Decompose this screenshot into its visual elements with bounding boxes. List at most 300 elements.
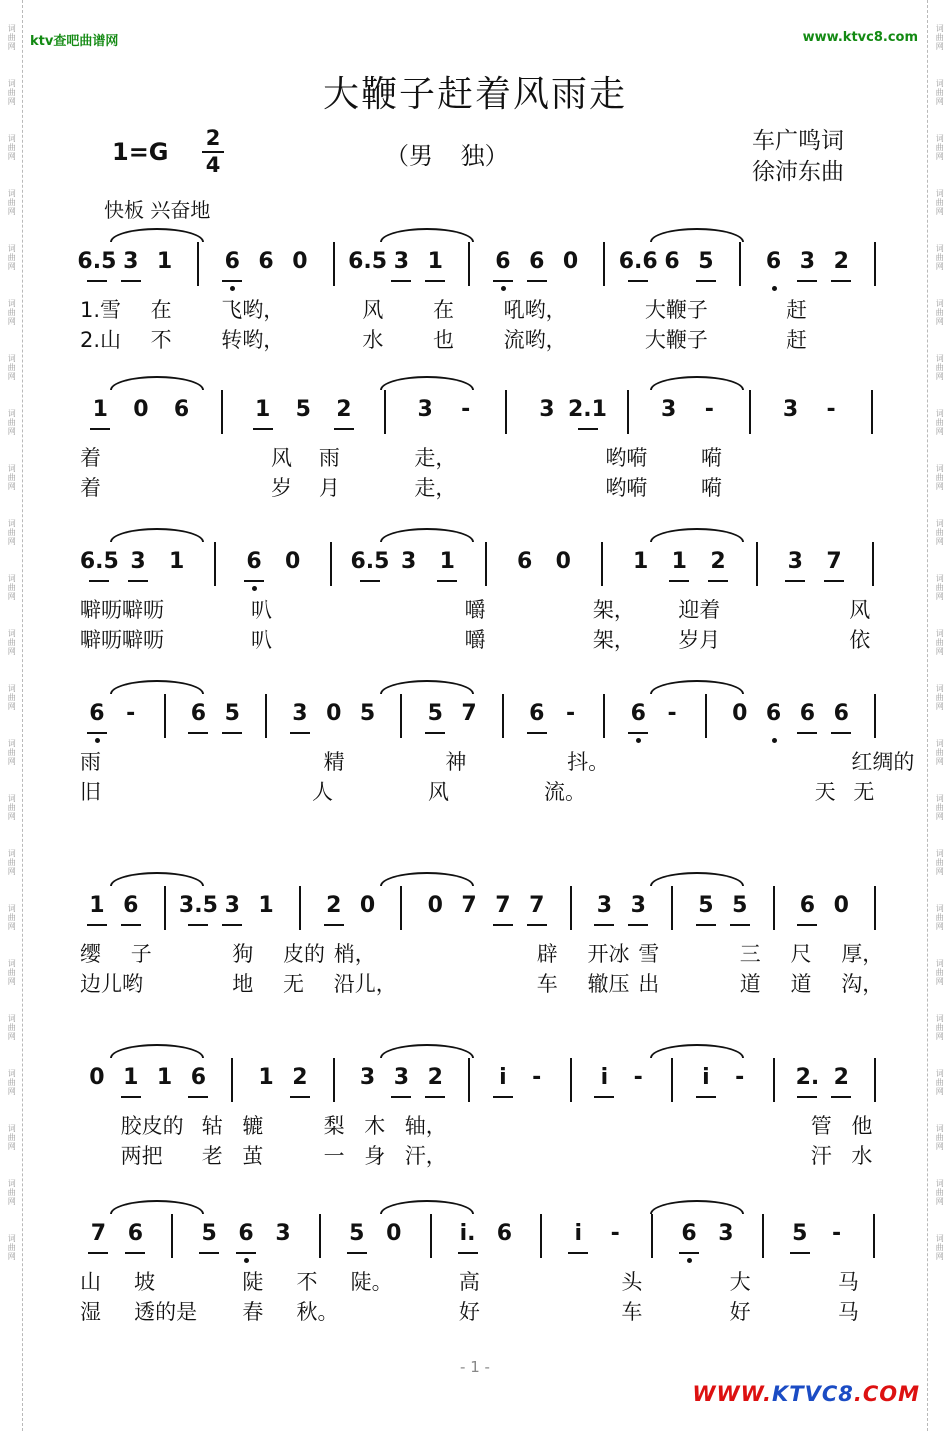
note: 3 [292,701,308,726]
beam-underline [568,1252,588,1254]
bar-line [627,390,629,434]
beam-underline [360,580,380,582]
page-number: - 1 - [460,1358,490,1376]
beam-underline [458,1252,478,1254]
note: i. [459,1221,476,1246]
slur [110,1200,204,1214]
bar-line [651,1214,653,1258]
lyric-word: 两把 [120,1144,163,1168]
note: 3 [393,249,410,274]
note: 3 [782,397,799,422]
watermark-text: 词曲网 [935,1069,945,1096]
note: 6 [664,249,680,274]
note: 1 [89,893,105,918]
lyric-word: 狗 [232,942,254,966]
lyric-word: 边儿哟 [80,972,143,996]
footer-url-suffix: .COM [853,1382,920,1406]
lyric-row-2 [80,1140,892,1170]
note: 2.1 [568,397,607,422]
beam-underline [730,924,750,926]
note: 1 [156,1065,173,1090]
hold-dash: - [461,397,471,422]
note: i [702,1065,710,1090]
time-signature-top: 2 [205,126,221,150]
lyric-word: 迎着 [678,598,721,622]
lyric-word: 坡 [134,1270,156,1294]
lyric-word: 缨 [80,942,101,966]
bar-line [333,242,335,286]
note: 3 [661,397,677,422]
site-url-label: www.ktvc8.com [802,30,918,45]
beam-underline [87,732,107,734]
note: 3 [787,549,803,574]
lyric-word: 辙压 [587,972,630,996]
note: 7 [461,893,477,918]
note: 1 [427,249,443,274]
lyric-word: 厚， [841,942,884,966]
beam-underline [87,280,107,282]
beam-underline [391,1096,411,1098]
lyric-word: 也 [433,328,455,352]
lyric-word: 他 [851,1114,873,1138]
note: 6 [765,701,782,726]
note: 6 [765,249,782,274]
lyric-word: 车 [536,972,558,996]
bar-line [762,1214,764,1258]
lyric-word: 2.山 [80,328,122,352]
bar-line [214,542,216,586]
note: i [574,1221,583,1246]
beam-underline [290,1096,310,1098]
bar-line [570,1058,572,1102]
beam-underline [493,280,513,282]
note: 6 [127,1221,144,1246]
beam-underline [121,1096,141,1098]
lyric-word: 道 [790,972,812,996]
bar-line [671,886,673,930]
slur [110,376,204,390]
lyric-word: 轱 [201,1114,223,1138]
slur [110,528,204,542]
slur [380,528,474,542]
lyric-word: 转哟， [221,328,285,352]
note: 7 [90,1221,107,1246]
lyric-word: 高 [458,1270,480,1294]
lyric-word: 辟 [536,942,558,966]
lyric-word: 茧 [242,1144,264,1168]
slur [110,872,204,886]
note: 3 [799,249,816,274]
beam-underline [425,732,445,734]
tempo-marking: 快板 兴奋地 [104,198,211,222]
watermark-text: 词曲网 [935,519,945,546]
slur [380,228,474,242]
slur [650,376,744,390]
lyric-word: 精 [323,750,345,774]
lyric-word: 嚼 [464,598,486,622]
bar-line [299,886,301,930]
lyric-word: 马 [837,1270,859,1294]
beam-underline [696,280,716,282]
note: 6 [224,249,240,274]
beam-underline [493,1096,513,1098]
lyric-word: 好 [729,1300,751,1324]
key-signature: 1=G [112,138,169,166]
lyric-word: 流。 [544,780,586,804]
hold-dash: - [610,1221,620,1246]
left-border-watermark [0,0,23,1431]
bar-line [171,1214,173,1258]
beam-underline [347,1252,367,1254]
watermark-text: 词曲网 [7,519,17,546]
watermark-text: 词曲网 [935,134,945,161]
note: 1 [633,549,649,574]
bar-line [749,390,751,434]
note: 5 [295,397,311,422]
note: 1 [439,549,455,574]
lyric-word: 旧 [80,780,101,804]
lyric-word: 叭 [250,598,272,622]
note: 6 [89,701,105,726]
slur [380,872,474,886]
lyric-row-1 [80,1110,892,1140]
bar-line [333,1058,335,1102]
watermark-text: 词曲网 [935,904,945,931]
beam-underline [88,1252,108,1254]
lyric-word: 岁 [271,476,293,500]
lyric-word: 哟嗬 [605,476,648,500]
low-octave-dot [772,286,777,291]
lyric-word: 水 [362,328,384,352]
note: 1 [258,893,274,918]
lyric-word: 天 [814,780,836,804]
lyric-word: 车 [621,1300,643,1324]
note: 5 [732,893,748,918]
lyric-word: 不 [150,328,172,352]
note: 6.5 [348,249,388,274]
lyric-word: 三 [739,942,761,966]
low-octave-dot [772,738,777,743]
lyric-row-2 [80,776,892,806]
lyric-word: 沟， [841,972,884,996]
beam-underline [425,1096,445,1098]
watermark-text: 词曲网 [935,79,945,106]
bar-line [197,242,199,286]
beam-underline [831,1096,851,1098]
beam-underline [669,580,689,582]
bar-line [384,390,386,434]
beam-underline [527,280,547,282]
note: 5 [349,1221,365,1246]
lyric-word: 嚼 [464,628,486,652]
bar-line [874,242,876,286]
note: 6.5 [350,549,390,574]
beam-underline [708,580,728,582]
lyric-word: 皮的 [283,942,325,966]
low-octave-dot [252,586,257,591]
lyric-word: 一 [323,1144,345,1168]
lyric-word: 胶皮的 [120,1114,184,1138]
beam-underline [797,280,817,282]
slur [650,1044,744,1058]
beam-underline [222,280,242,282]
lyric-word: 噼呖噼呖 [80,628,164,652]
lyric-row-1 [80,294,892,324]
beam-underline [696,924,716,926]
hold-dash: - [704,397,714,422]
watermark-text: 词曲网 [7,354,17,381]
slur [110,228,204,242]
note: 2 [833,1065,849,1090]
bar-line [400,694,402,738]
note: 2 [336,397,352,422]
slur [110,680,204,694]
note: 3.5 [178,893,218,918]
beam-underline [527,732,547,734]
beam-underline [797,732,817,734]
lyric-word: 辘 [242,1114,264,1138]
beam-underline [628,732,648,734]
watermark-text: 词曲网 [7,574,17,601]
beam-underline [236,1252,256,1254]
bar-line [231,1058,233,1102]
note: 0 [427,893,443,918]
note: 3 [123,249,139,274]
note: 3 [630,893,646,918]
lyric-row-1 [80,938,892,968]
note: 3 [596,893,613,918]
lyric-word: 木 [364,1114,386,1138]
lyric-word: 道 [739,972,761,996]
beam-underline [824,580,844,582]
watermark-text: 词曲网 [7,24,17,51]
note: 1 [92,397,108,422]
beam-underline [594,924,614,926]
lyric-word: 水 [851,1144,873,1168]
slur [650,1200,744,1214]
note: 6 [258,249,274,274]
lyric-word: 风 [271,446,293,470]
note: 2 [833,249,849,274]
watermark-text: 词曲网 [7,1014,17,1041]
note: i [499,1065,507,1090]
lyric-word: 大鞭子 [644,298,708,322]
lyric-word: 尺 [790,942,812,966]
watermark-text: 词曲网 [7,849,17,876]
lyric-word: 不 [296,1270,318,1294]
bar-line [319,1214,321,1258]
note: 3 [539,397,555,422]
note: 5 [427,701,443,726]
watermark-text: 词曲网 [7,244,17,271]
beam-underline [125,1252,145,1254]
slur [380,1200,474,1214]
lyric-word: 抖。 [567,750,610,774]
lyric-word: 依 [849,628,871,652]
lyric-word: 老 [201,1144,223,1168]
note: 6 [190,1065,207,1090]
note: 3 [275,1221,291,1246]
note: 6 [495,249,511,274]
lyric-word: 梢， [333,942,376,966]
note: 3 [359,1065,376,1090]
lyric-word: 月 [318,476,340,500]
watermark-text: 词曲网 [7,299,17,326]
lyric-word: 走， [414,476,457,500]
lyric-word: 走， [414,446,457,470]
bar-line [603,242,605,286]
bar-line [330,542,332,586]
time-signature [200,128,226,176]
voice-type: （男 独） [385,142,509,170]
note: 3 [224,893,240,918]
music-line [77,236,892,292]
beam-underline [244,580,264,582]
beam-underline [324,924,344,926]
lyric-row-1 [80,746,915,776]
note: 5 [201,1221,217,1246]
watermark-text: 词曲网 [935,1014,945,1041]
beam-underline [594,1096,614,1098]
lyric-word: 无 [283,972,304,996]
lyric-word: 叭 [250,628,272,652]
slur [650,528,744,542]
bar-line [871,390,873,434]
watermark-text: 词曲网 [7,629,17,656]
note: 6 [123,893,139,918]
lyric-word: 风 [362,298,384,322]
watermark-text: 词曲网 [935,24,945,51]
beam-underline [290,732,310,734]
beam-underline [188,924,208,926]
lyric-word: 流哟， [503,328,567,352]
lyric-word: 雪 [638,942,660,966]
lyric-word: 吼哟， [503,298,567,322]
watermark-text: 词曲网 [935,1124,945,1151]
beam-underline [89,580,109,582]
lyricist-credit: 车广鸣词 [752,128,844,154]
bar-line [874,1058,876,1102]
lyric-word: 好 [458,1300,480,1324]
note: 1 [123,1065,139,1090]
note: 0 [292,249,308,274]
time-signature-bottom: 4 [205,153,221,177]
watermark-text: 词曲网 [935,409,945,436]
beam-underline [790,1252,810,1254]
beam-underline [785,580,805,582]
note: 6 [529,249,545,274]
watermark-text: 词曲网 [7,1124,17,1151]
lyric-word: 轴， [404,1114,447,1138]
lyric-row-2 [80,472,892,502]
lyric-word: 出 [638,972,660,996]
bar-line [468,1058,470,1102]
bar-line [430,1214,432,1258]
watermark-text: 词曲网 [935,244,945,271]
lyric-row-2 [80,1296,892,1326]
hold-dash: - [633,1065,643,1090]
lyric-word: 雨 [80,750,101,774]
slur [650,228,744,242]
note: 1 [255,397,271,422]
bar-line [570,886,572,930]
note: 3 [718,1221,734,1246]
lyric-word: 陡 [242,1270,264,1294]
lyric-word: 人 [312,780,333,804]
note: 2 [710,549,726,574]
lyric-word: 湿 [80,1300,101,1324]
note: 6 [529,701,545,726]
beam-underline [222,732,242,734]
footer-url [692,1382,920,1406]
lyric-word: 飞哟， [221,298,285,322]
note: 0 [386,1221,402,1246]
watermark-text: 词曲网 [7,1069,17,1096]
lyric-word: 山 [80,1270,101,1294]
watermark-text: 词曲网 [935,849,945,876]
beam-underline [696,1096,716,1098]
lyric-word: 1.雪 [80,298,122,322]
lyric-word: 岁月 [678,628,721,652]
lyric-word: 赶 [786,328,808,352]
lyric-word: 透的是 [134,1300,198,1324]
bar-line [873,1214,875,1258]
lyric-word: 神 [445,750,467,774]
beam-underline [797,924,817,926]
note: 0 [133,397,149,422]
beam-underline [334,428,354,430]
note: 0 [359,893,376,918]
note: 6 [496,1221,513,1246]
bar-line [872,542,874,586]
composer-credit: 徐沛东曲 [752,159,844,185]
watermark-text: 词曲网 [7,794,17,821]
watermark-text: 词曲网 [7,79,17,106]
note: 7 [529,893,545,918]
hold-dash: - [832,1221,842,1246]
lyric-word: 着 [80,446,101,470]
bar-line [756,542,758,586]
hold-dash: - [667,701,677,726]
bar-line [874,886,876,930]
watermark-text: 词曲网 [935,794,945,821]
slur [380,680,474,694]
note: 1 [258,1065,274,1090]
note: 1 [156,249,173,274]
bar-line [400,886,402,930]
lyric-word: 在 [150,298,172,322]
beam-underline [90,428,110,430]
watermark-text: 词曲网 [7,1234,17,1261]
lyric-word: 开冰 [587,942,630,966]
note: 1 [671,549,687,574]
watermark-text: 词曲网 [935,684,945,711]
note: 0 [732,701,748,726]
beam-underline [391,280,411,282]
bar-line [485,542,487,586]
lyric-word: 红绸的 [851,750,915,774]
lyric-word: 马 [837,1300,859,1324]
slur [380,1044,474,1058]
beam-underline [493,924,513,926]
watermark-text: 词曲网 [935,189,945,216]
note: 0 [562,249,579,274]
lyric-row-2 [80,324,892,354]
note: 6 [630,701,646,726]
music-line [80,688,892,744]
note: 6 [799,893,816,918]
low-octave-dot [687,1258,692,1263]
